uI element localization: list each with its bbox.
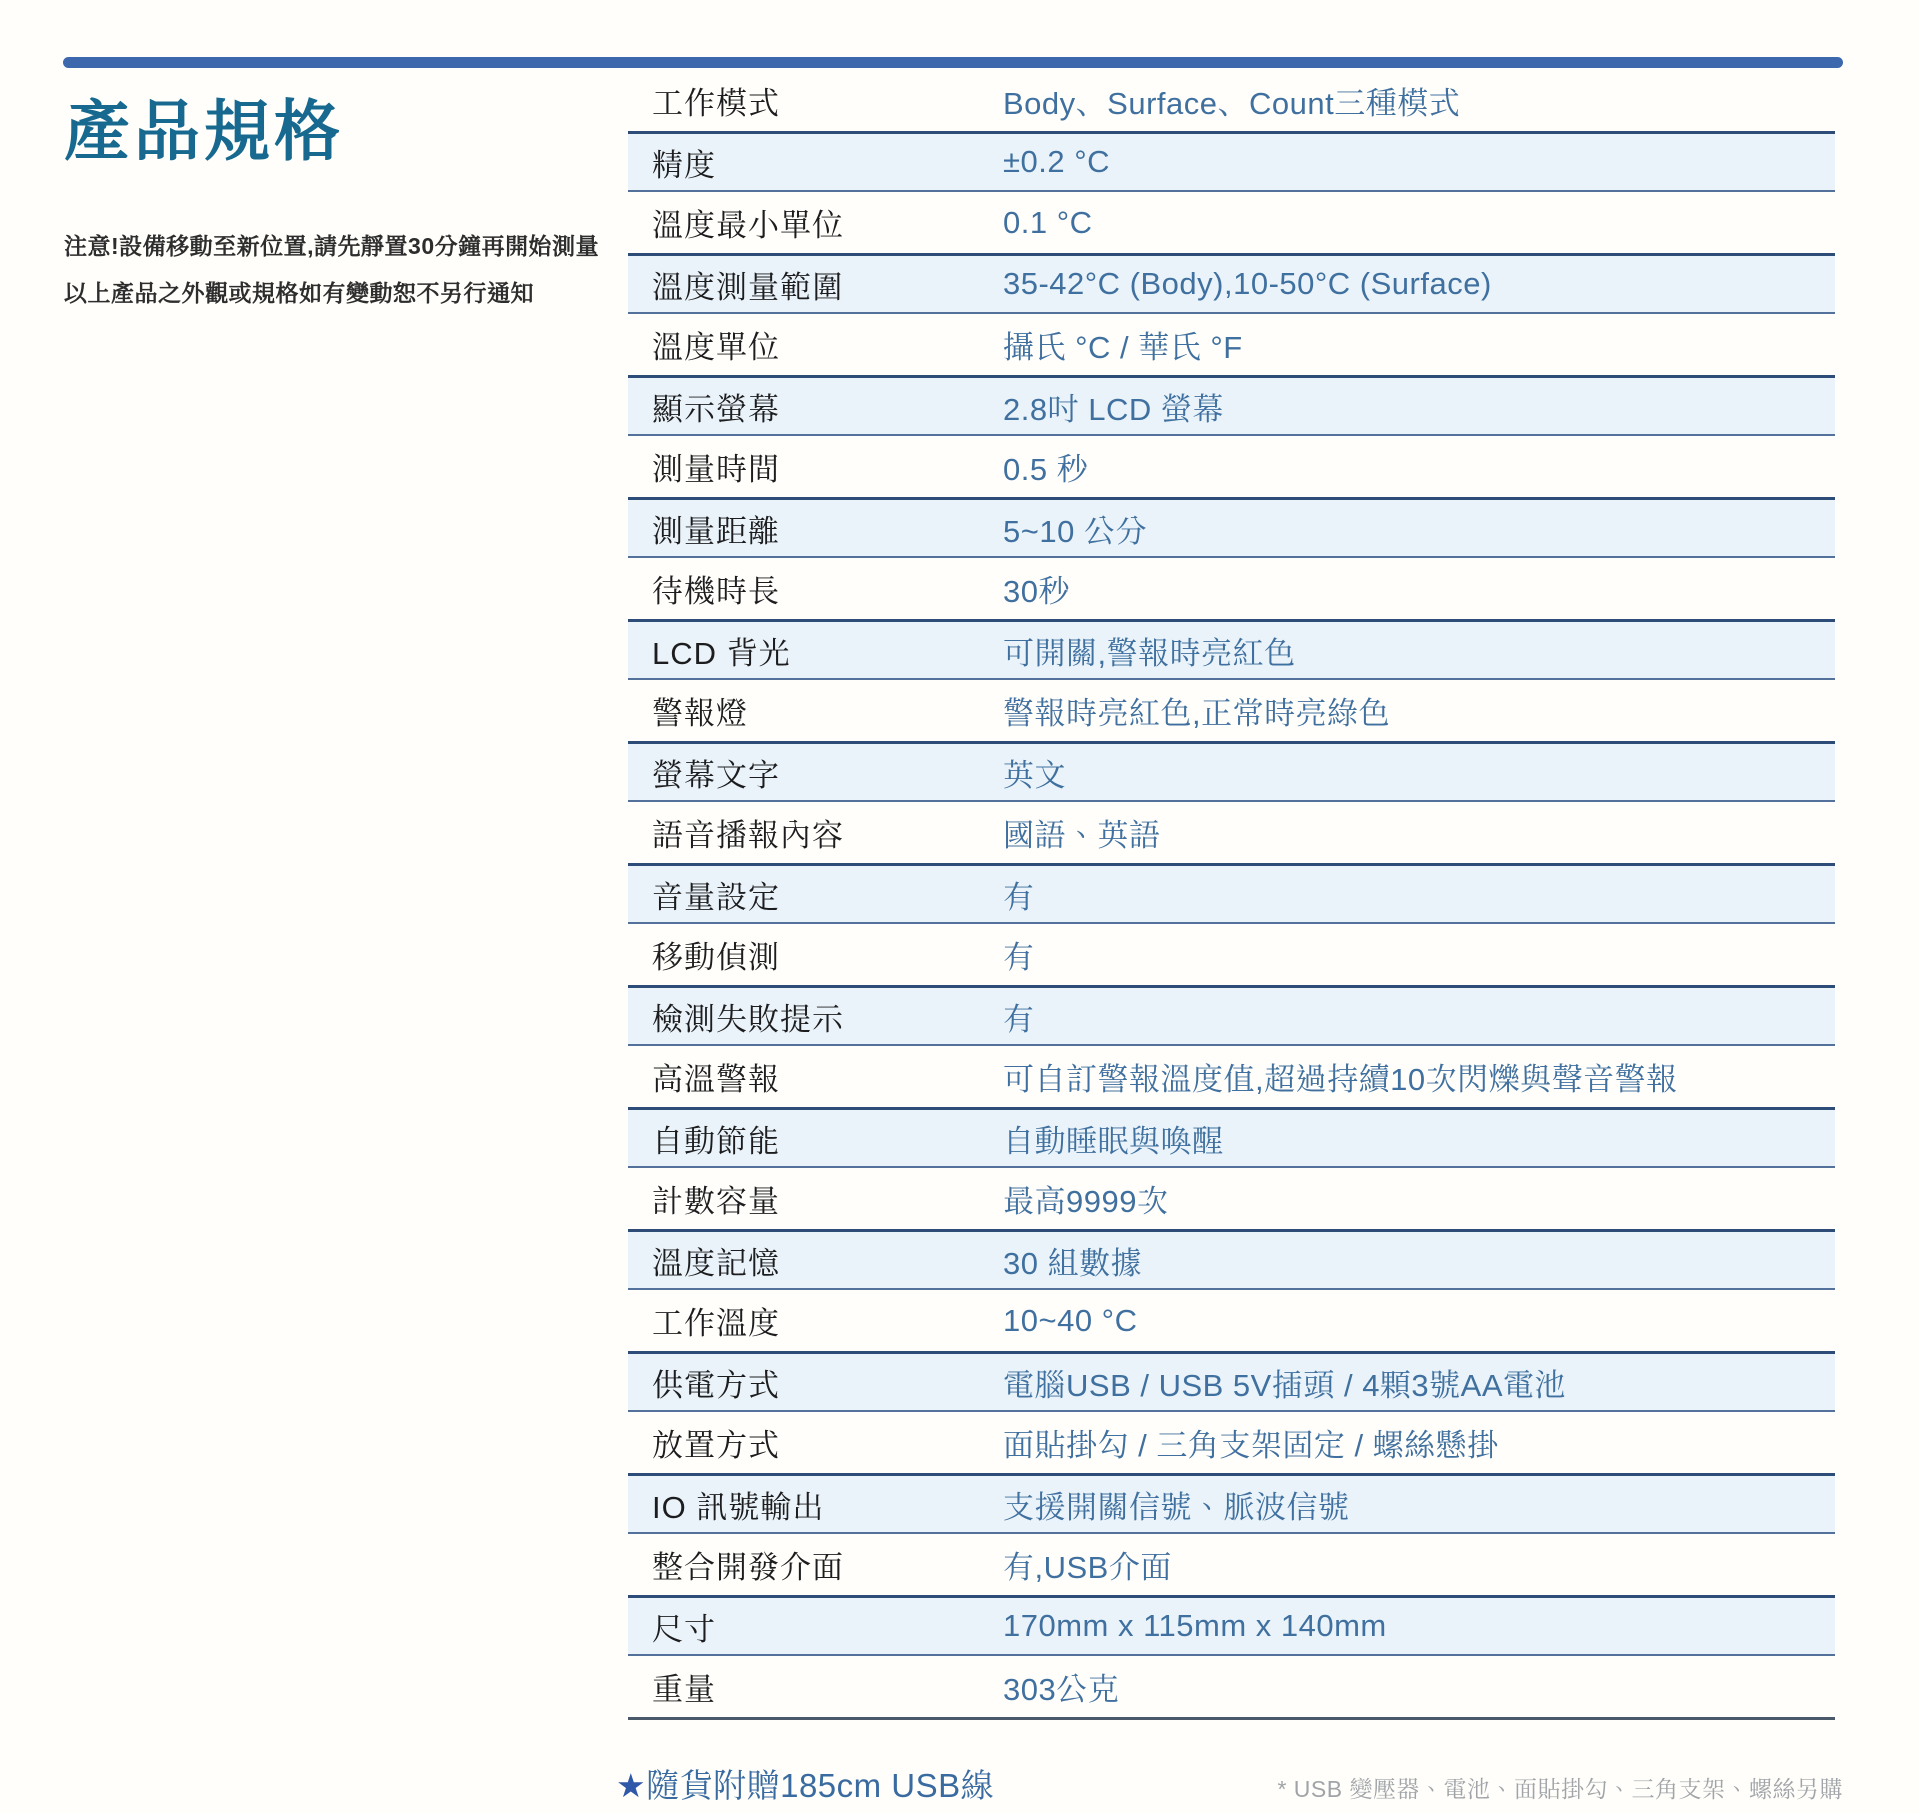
left-column (64, 92, 604, 317)
spec-row-value: 30 組數據 (1003, 1245, 1143, 1281)
spec-row (628, 1656, 1835, 1717)
spec-row (628, 924, 1835, 985)
notice-text (64, 223, 604, 317)
spec-row-label: 測量時間 (652, 452, 780, 487)
spec-row (628, 1046, 1835, 1107)
spec-row-label: 尺寸 (652, 1611, 716, 1647)
spec-row (628, 1595, 1835, 1656)
page-title: 產品規格 (64, 94, 344, 168)
spec-row-value: 有,USB介面 (1003, 1550, 1172, 1585)
spec-row (628, 314, 1835, 375)
spec-row-label: 測量距離 (652, 513, 780, 549)
spec-row-value: 英文 (1003, 757, 1066, 793)
spec-row-label: 高溫警報 (652, 1062, 780, 1097)
spec-row (628, 985, 1835, 1046)
star-icon: ★ (616, 1767, 647, 1804)
spec-row-value: 35-42°C (Body),10-50°C (Surface) (1003, 266, 1492, 301)
spec-row (628, 436, 1835, 497)
footer-optional-note: * USB 變壓器、電池、面貼掛勾、三角支架、螺絲另購 (1277, 1776, 1843, 1802)
spec-row-label: 精度 (652, 147, 716, 183)
notice-line-1: 注意!設備移動至新位置,請先靜置30分鐘再開始測量 (64, 233, 600, 260)
spec-row-value: 攝氏 °C / 華氏 °F (1003, 330, 1243, 365)
spec-row-value: 自動睡眠與喚醒 (1003, 1123, 1224, 1159)
footer-included-text: 隨貨附贈185cm USB線 (646, 1767, 995, 1804)
spec-row-value: 面貼掛勾 / 三角支架固定 / 螺絲懸掛 (1003, 1428, 1499, 1463)
spec-row (628, 680, 1835, 741)
spec-row-label: 移動偵測 (652, 940, 780, 975)
spec-row-value: 10~40 °C (1003, 1302, 1138, 1338)
spec-row-label: 語音播報內容 (652, 818, 844, 853)
spec-row-label: 溫度單位 (652, 330, 780, 365)
spec-row (628, 1473, 1835, 1534)
spec-row-label: 工作溫度 (652, 1306, 780, 1341)
top-accent-bar (63, 57, 1843, 68)
spec-row (628, 497, 1835, 558)
spec-row-value: 30秒 (1003, 574, 1070, 609)
spec-row (628, 192, 1835, 253)
spec-row-value: 有 (1003, 1001, 1035, 1037)
spec-row-value: 國語、英語 (1003, 818, 1161, 853)
notice-line-2: 以上產品之外觀或規格如有變動恕不另行通知 (64, 280, 534, 307)
spec-row-value: 5~10 公分 (1003, 513, 1147, 549)
spec-row-value: 可自訂警報溫度值,超過持續10次閃爍與聲音警報 (1003, 1062, 1678, 1097)
spec-row (628, 375, 1835, 436)
spec-row (628, 70, 1835, 131)
spec-row-label: LCD 背光 (652, 635, 791, 671)
spec-row-label: 音量設定 (652, 879, 780, 915)
spec-row-label: 顯示螢幕 (652, 391, 780, 427)
spec-row (628, 1351, 1835, 1412)
spec-row-label: 溫度記憶 (652, 1245, 780, 1281)
spec-row-label: 自動節能 (652, 1123, 780, 1159)
spec-row-label: 計數容量 (652, 1184, 780, 1219)
spec-row-label: 警報燈 (652, 696, 748, 731)
spec-row-value: 有 (1003, 940, 1035, 975)
footer (616, 1760, 1843, 1807)
spec-row-label: 整合開發介面 (652, 1550, 844, 1585)
spec-row (628, 558, 1835, 619)
spec-row-value: ±0.2 °C (1003, 144, 1111, 179)
spec-row-label: 溫度最小單位 (652, 208, 844, 243)
spec-row-value: Body、Surface、Count三種模式 (1003, 86, 1461, 121)
spec-row (628, 1534, 1835, 1595)
spec-row (628, 253, 1835, 314)
spec-row (628, 131, 1835, 192)
footer-included-note (616, 1760, 994, 1807)
spec-row-label: 螢幕文字 (652, 757, 780, 793)
spec-row-value: 0.5 秒 (1003, 452, 1089, 487)
spec-row-value: 2.8吋 LCD 螢幕 (1003, 391, 1224, 427)
spec-row (628, 619, 1835, 680)
spec-row (628, 1229, 1835, 1290)
spec-row-value: 電腦USB / USB 5V插頭 / 4顆3號AA電池 (1003, 1367, 1567, 1403)
spec-row-value: 170mm x 115mm x 140mm (1003, 1608, 1387, 1643)
spec-row-label: IO 訊號輸出 (652, 1489, 825, 1525)
spec-row (628, 1168, 1835, 1229)
spec-row-label: 工作模式 (652, 86, 780, 121)
spec-row (628, 1290, 1835, 1351)
spec-row-value: 警報時亮紅色,正常時亮綠色 (1003, 696, 1391, 731)
spec-row-value: 支援開關信號、脈波信號 (1003, 1489, 1350, 1525)
spec-row (628, 1412, 1835, 1473)
spec-row (628, 741, 1835, 802)
spec-row-value: 有 (1003, 879, 1035, 915)
spec-row-label: 檢測失敗提示 (652, 1001, 844, 1037)
spec-row-label: 供電方式 (652, 1367, 780, 1403)
spec-row (628, 863, 1835, 924)
spec-row-value: 可開關,警報時亮紅色 (1003, 635, 1296, 671)
spec-row (628, 1107, 1835, 1168)
spec-row-value: 303公克 (1003, 1672, 1120, 1707)
spec-table (628, 70, 1835, 1720)
spec-row-label: 重量 (652, 1672, 716, 1707)
spec-row-label: 放置方式 (652, 1428, 780, 1463)
spec-row-value: 最高9999次 (1003, 1184, 1169, 1219)
spec-row-value: 0.1 °C (1003, 204, 1093, 240)
spec-row-label: 待機時長 (652, 574, 780, 609)
spec-row (628, 802, 1835, 863)
spec-row-label: 溫度測量範圍 (652, 269, 844, 305)
